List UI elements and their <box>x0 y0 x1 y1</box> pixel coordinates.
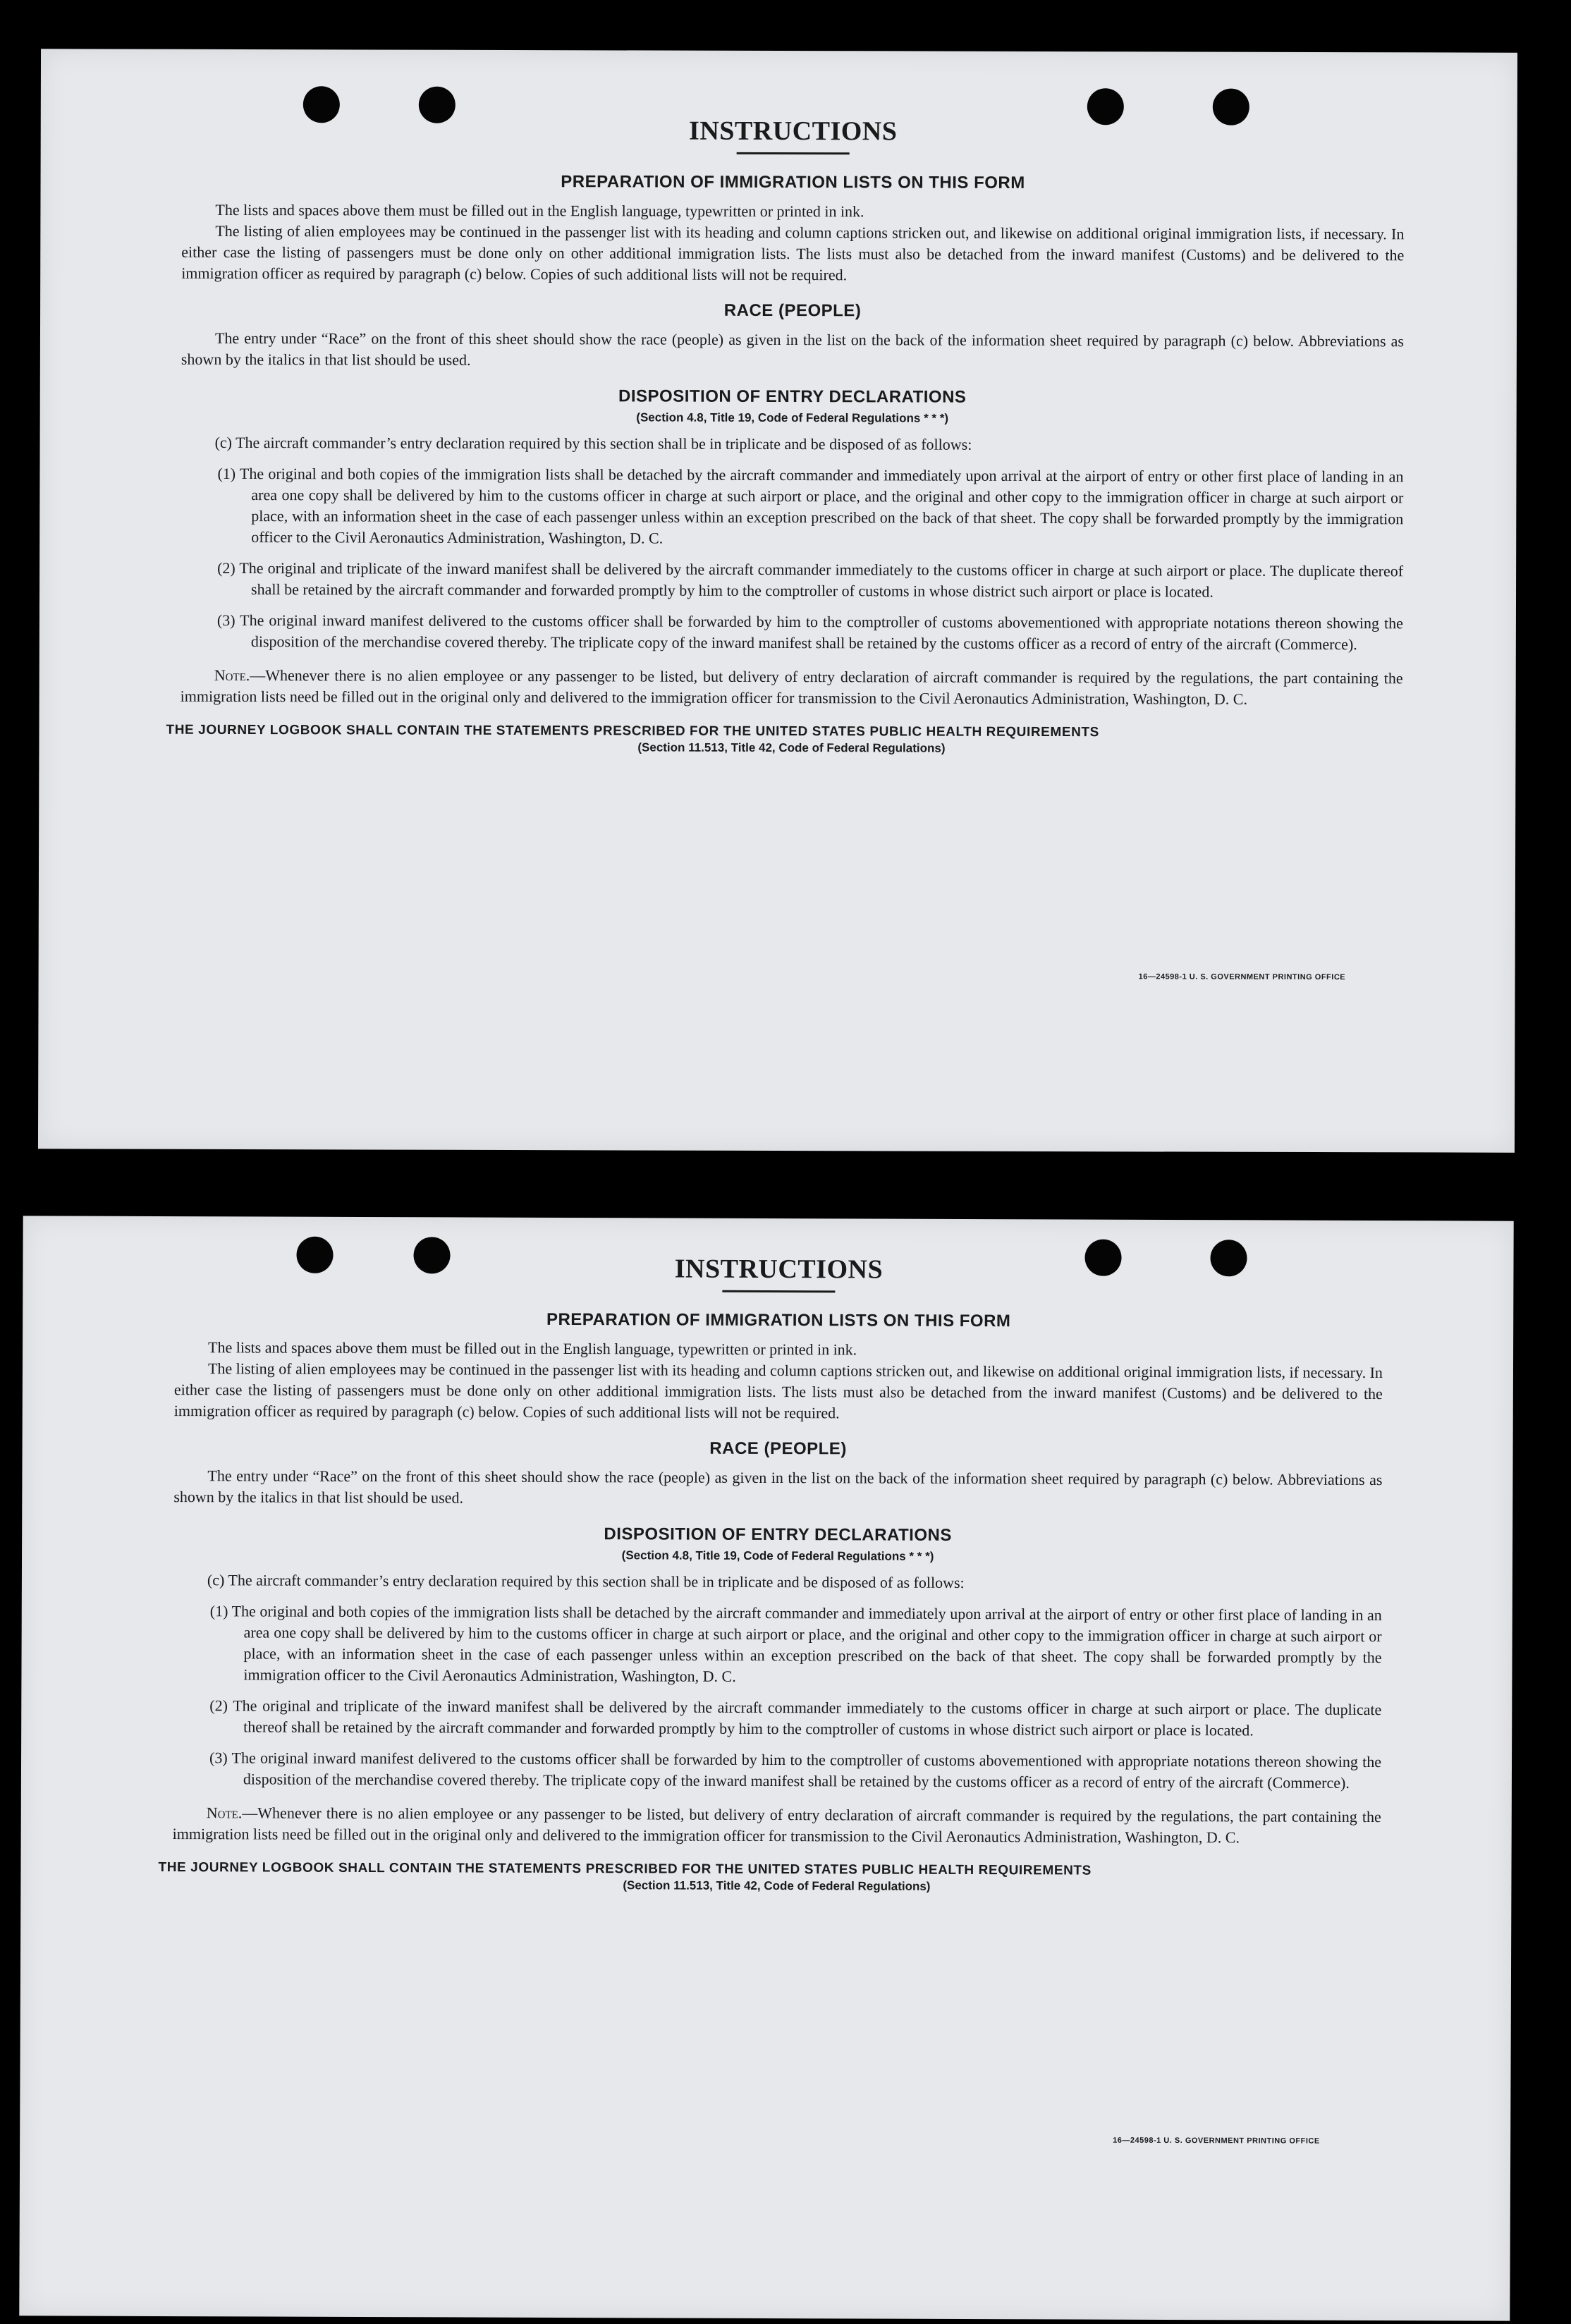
disposition-item-3: (3) The original inward manifest delivered to the customs officer shall be forwarded by him to the comptroller of customs abovementioned with appropriate notations thereon showing the disposition of the merchandise covered thereby. The triplicate copy of the inward manifest shall be retained by the customs officer as a record of entry of the aircraft (Commerce). <box>209 1749 1382 1792</box>
disposition-item-1: (1) The original and both copies of the immigration lists shall be detached by the aircraft commander and immediately upon arrival at the airport of entry or other first place of landing in an area one copy shall be delivered by him to the customs officer in charge at such airport or place, and the original and other copy to the immigration officer in charge at such airport or place, with an information sheet in the case of each passenger unless within an exception prescribed on the back of that sheet. The copy shall be forwarded promptly by the immigration officer to the Civil Aeronautics Administration, Washington, D. C. <box>217 464 1404 547</box>
note-text: —Whenever there is no alien employee or any passenger to be listed, but delivery of entry declaration of aircraft commander is required by the regulations, the part containing the immigration lists need be filled out in the original only and delivered to the immigration officer for transmission to the Civil Aeronautics Administration, Washington, D. C. <box>172 1804 1381 1847</box>
instruction-sheet-top <box>38 49 1517 1152</box>
race-heading: RACE (PEOPLE) <box>709 1438 847 1459</box>
disposition-intro: (c) The aircraft commander’s entry declaration required by this section shall be in triplicate and be disposed of as follows: <box>214 433 972 453</box>
note-text: —Whenever there is no alien employee or any passenger to be listed, but delivery of entry declaration of aircraft commander is required by the regulations, the part containing the immigration lists need be filled out in the original only and delivered to the immigration officer for transmission to the Civil Aeronautics Administration, Washington, D. C. <box>180 666 1403 708</box>
note-label: Note. <box>214 666 250 684</box>
public-health-reference: (Section 11.513, Title 42, Code of Federal Regulations) <box>623 1878 931 1893</box>
note-label: Note. <box>206 1804 243 1822</box>
public-health-reference: (Section 11.513, Title 42, Code of Federal Regulations) <box>637 740 946 755</box>
note-paragraph <box>173 1802 1381 1849</box>
title-underline <box>722 1290 835 1293</box>
prep-paragraph-1: The lists and spaces above them must be filled out in the English language, typewritten or printed in ink. <box>208 1338 857 1359</box>
instructions-body <box>20 1252 1513 1895</box>
race-paragraph: The entry under “Race” on the front of this sheet should show the race (people) as given in the list on the back of the information sheet required by paragraph (c) below. Abbreviations as shown by the italics in that list should be used. <box>173 1467 1383 1507</box>
page-title: INSTRUCTIONS <box>689 116 898 147</box>
note-paragraph <box>181 665 1403 711</box>
public-health-statement: THE JOURNEY LOGBOOK SHALL CONTAIN THE STATEMENTS PRESCRIBED FOR THE UNITED STATES PUBLIC HEALTH REQUIREMENTS <box>166 722 1099 740</box>
page-title: INSTRUCTIONS <box>674 1254 884 1285</box>
instructions-body <box>39 115 1517 757</box>
disposition-intro: (c) The aircraft commander’s entry declaration required by this section shall be in triplicate and be disposed of as follows: <box>207 1571 965 1591</box>
disposition-item-3: (3) The original inward manifest delivered to the customs officer shall be forwarded by him to the comptroller of customs abovementioned with appropriate notations thereon showing the disposition of the merchandise covered thereby. The triplicate copy of the inward manifest shall be retained by the customs officer as a record of entry of the aircraft (Commerce). <box>216 611 1403 653</box>
disposition-heading: DISPOSITION OF ENTRY DECLARATIONS <box>618 386 967 407</box>
prep-heading: PREPARATION OF IMMIGRATION LISTS ON THIS FORM <box>546 1309 1011 1331</box>
instruction-sheet-bottom <box>19 1216 1513 2320</box>
printer-imprint: 16—24598-1 U. S. GOVERNMENT PRINTING OFFICE <box>1113 2136 1320 2146</box>
disposition-item-2: (2) The original and triplicate of the inward manifest shall be delivered by the aircraft commander immediately to the customs officer in charge at such airport or place. The duplicate thereof shall be retained by the aircraft commander and forwarded promptly by him to the comptroller of customs in whose district such airport or place is located. <box>209 1696 1382 1739</box>
race-paragraph: The entry under “Race” on the front of this sheet should show the race (people) as given in the list on the back of the information sheet required by paragraph (c) below. Abbreviations as shown by the italics in that list should be used. <box>181 329 1405 369</box>
disposition-item-1: (1) The original and both copies of the immigration lists shall be detached by the aircraft commander and immediately upon arrival at the airport of entry or other first place of landing in an area one copy shall be delivered by him to the customs officer in charge at such airport or place, and the original and other copy to the immigration officer in charge at such airport or place, with an information sheet in the case of each passenger unless within an exception prescribed on the back of that sheet. The copy shall be forwarded promptly by the immigration officer to the Civil Aeronautics Administration, Washington, D. C. <box>209 1602 1382 1685</box>
title-underline <box>737 152 850 154</box>
prep-paragraph-2: The listing of alien employees may be continued in the passenger list with its heading and column captions stricken out, and likewise on additional original immigration lists, if necessary. In either case the listing of passengers must be done only on other additional immigration lists. The lists must also be detached from the inward manifest (Customs) and be delivered to the immigration officer as required by paragraph (c) below. Copies of such additional lists will not be required. <box>173 1359 1383 1422</box>
disposition-heading: DISPOSITION OF ENTRY DECLARATIONS <box>604 1524 952 1545</box>
printer-imprint: 16—24598-1 U. S. GOVERNMENT PRINTING OFFICE <box>1138 972 1346 982</box>
disposition-reference: (Section 4.8, Title 19, Code of Federal Regulations * * *) <box>621 1548 934 1563</box>
prep-paragraph-1: The lists and spaces above them must be filled out in the English language, typewritten or printed in ink. <box>215 200 864 221</box>
disposition-reference: (Section 4.8, Title 19, Code of Federal Regulations * * *) <box>636 410 949 425</box>
public-health-statement: THE JOURNEY LOGBOOK SHALL CONTAIN THE STATEMENTS PRESCRIBED FOR THE UNITED STATES PUBLIC HEALTH REQUIREMENTS <box>158 1859 1092 1878</box>
disposition-item-2: (2) The original and triplicate of the inward manifest shall be delivered by the aircraft commander immediately to the customs officer in charge at such airport or place. The duplicate thereof shall be retained by the aircraft commander and forwarded promptly by him to the comptroller of customs in whose district such airport or place is located. <box>217 558 1404 601</box>
race-heading: RACE (PEOPLE) <box>723 300 862 321</box>
prep-paragraph-2: The listing of alien employees may be continued in the passenger list with its heading and column captions stricken out, and likewise on additional original immigration lists, if necessary. In either case the listing of passengers must be done only on other additional immigration lists. The lists must also be detached from the inward manifest (Customs) and be delivered to the immigration officer as required by paragraph (c) below. Copies of such additional lists will not be required. <box>181 221 1405 284</box>
prep-heading: PREPARATION OF IMMIGRATION LISTS ON THIS FORM <box>561 171 1025 192</box>
